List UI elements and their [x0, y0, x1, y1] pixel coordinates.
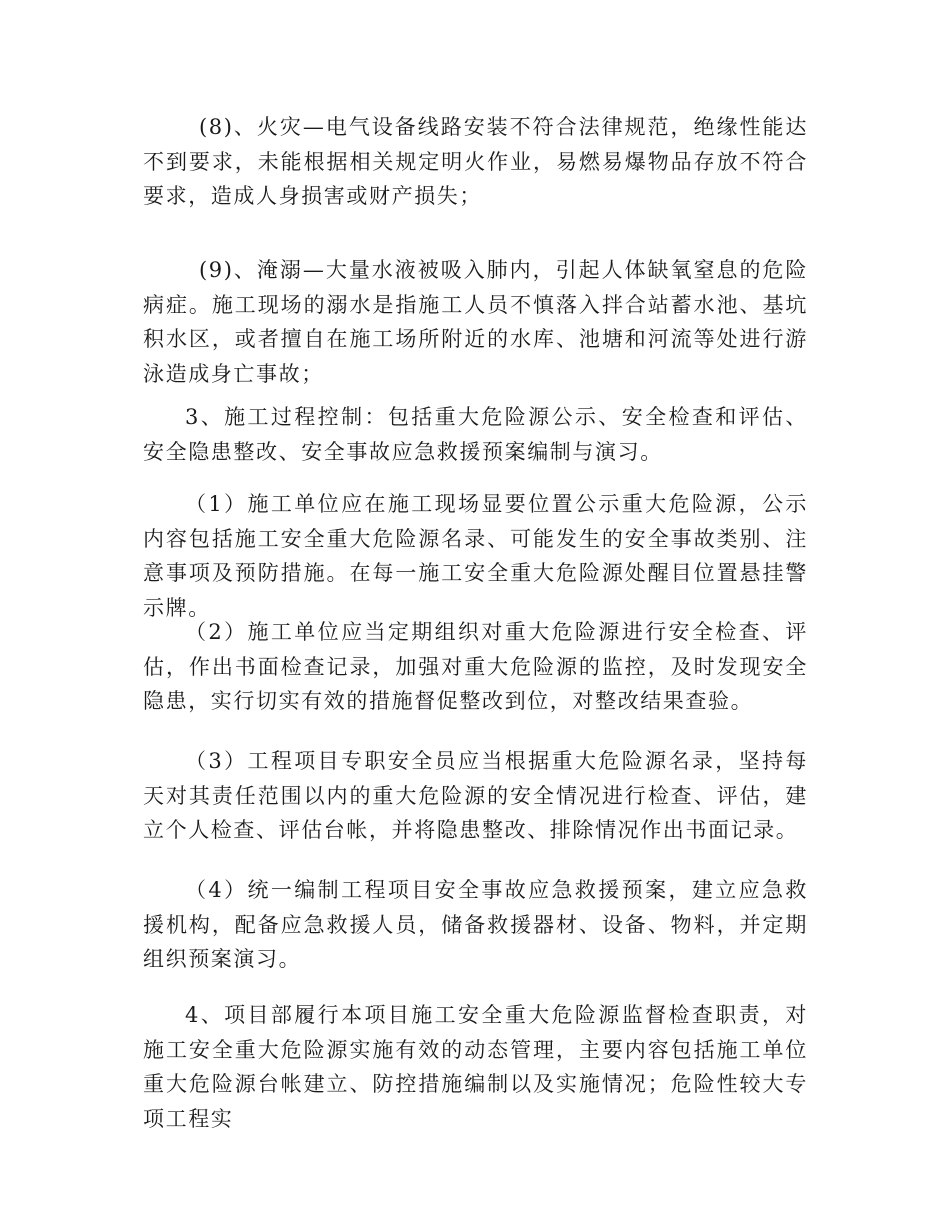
paragraph-item-2: （2）施工单位应当定期组织对重大危险源进行安全检查、评估，作出书面检查记录，加强对重大危险源的监控，及时发现安全隐患，实行切实有效的措施督促整改到位，对整改结果查验。 — [143, 620, 808, 713]
paragraph-process-control: 3、施工过程控制：包括重大危险源公示、安全检查和评估、安全隐患整改、安全事故应急救援预案编制与演习。 — [143, 405, 808, 464]
paragraph-item-4: （4）统一编制工程项目安全事故应急救援预案，建立应急救援机构，配备应急救援人员，储备救援器材、设备、物料，并定期组织预案演习。 — [143, 878, 808, 971]
paragraph-fire-hazard: (8)、火灾—电气设备线路安装不符合法律规范，绝缘性能达不到要求，未能根据相关规定明火作业，易燃易爆物品存放不符合要求，造成人身损害或财产损失； — [143, 115, 808, 208]
paragraph-item-3: （3）工程项目专职安全员应当根据重大危险源名录，坚持每天对其责任范围以内的重大危险源的安全情况进行检查、评估，建立个人检查、评估台帐，并将隐患整改、排除情况作出书面记录。 — [143, 749, 808, 842]
paragraph-project-supervision: 4、项目部履行本项目施工安全重大危险源监督检查职责，对施工安全重大危险源实施有效的动态管理，主要内容包括施工单位重大危险源台帐建立、防控措施编制以及实施情况；危险性较大专项工程实 — [143, 1003, 808, 1131]
paragraph-drowning-hazard: (9)、淹溺—大量水液被吸入肺内，引起人体缺氧窒息的危险病症。施工现场的溺水是指施工人员不慎落入拌合站蓄水池、基坑积水区，或者擅自在施工场所附近的水库、池塘和河流等处进行游泳造成身亡事故； — [143, 258, 808, 386]
paragraph-item-1: （1）施工单位应在施工现场显要位置公示重大危险源，公示内容包括施工安全重大危险源名录、可能发生的安全事故类别、注意事项及预防措施。在每一施工安全重大危险源处醒目位置悬挂警示牌。 — [143, 492, 808, 620]
